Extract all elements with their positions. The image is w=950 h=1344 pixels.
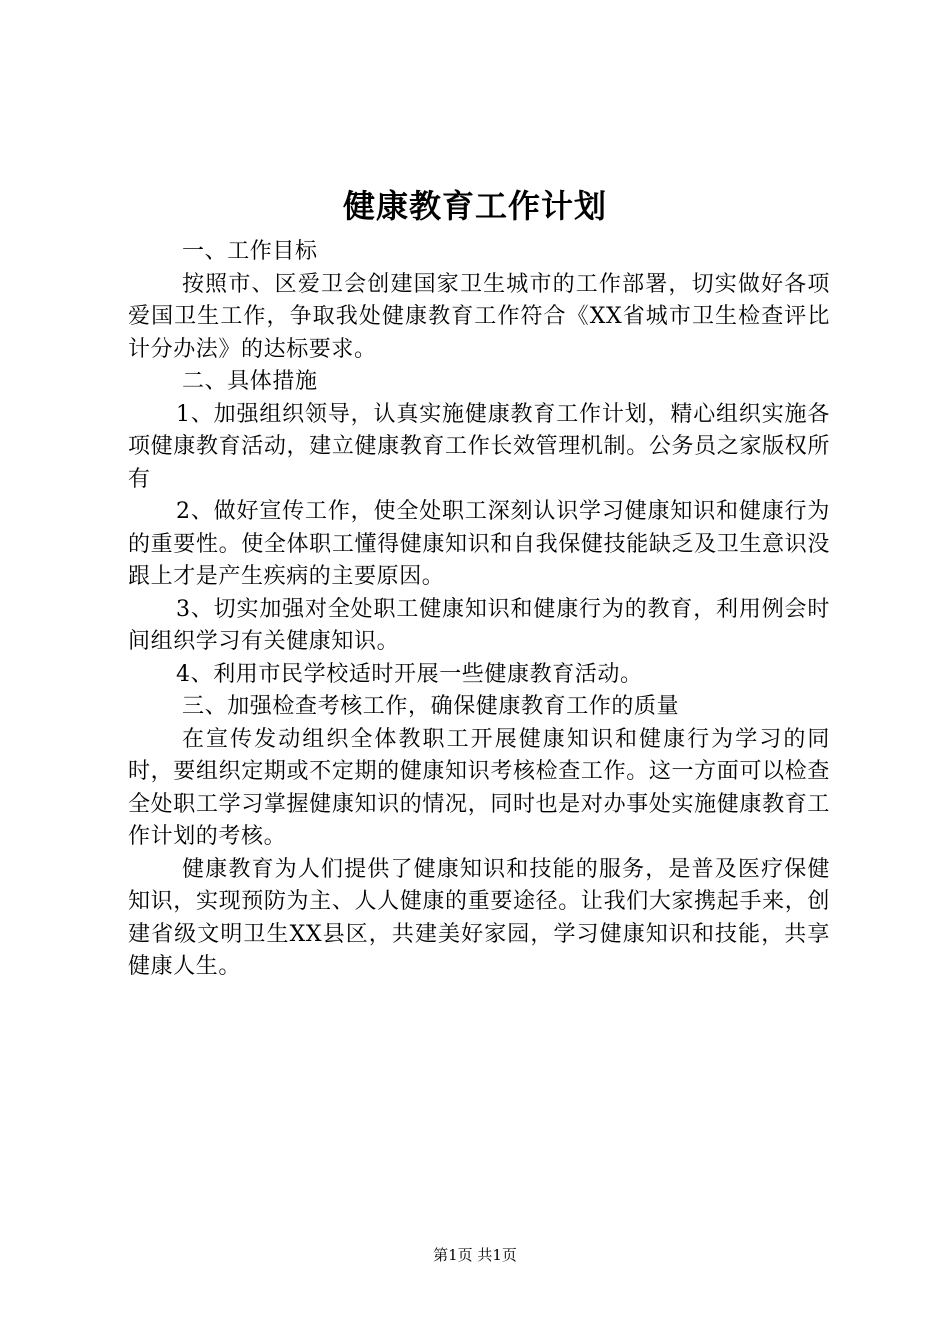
measure-item-3: 3、切实加强对全处职工健康知识和健康行为的教育，利用例会时间组织学习有关健康知识。 bbox=[128, 596, 830, 654]
measure-item-1: 1、加强组织领导，认真实施健康教育工作计划，精心组织实施各项健康教育活动，建立健康教育工作长效管理机制。公务员之家版权所有 bbox=[128, 401, 830, 492]
page-footer: 第1页 共1页 bbox=[433, 1246, 517, 1264]
section-heading-goals: 一、工作目标 bbox=[182, 239, 318, 264]
paragraph-inspection: 在宣传发动组织全体教职工开展健康知识和健康行为学习的同时，要组织定期或不定期的健康知识考核检查工作。这一方面可以检查全处职工学习掌握健康知识的情况，同时也是对办事处实施健康教育工作计划的考核。 bbox=[128, 726, 830, 849]
section-heading-inspection: 三、加强检查考核工作，确保健康教育工作的质量 bbox=[182, 694, 680, 719]
measure-item-4: 4、利用市民学校适时开展一些健康教育活动。 bbox=[176, 661, 643, 687]
paragraph-conclusion: 健康教育为人们提供了健康知识和技能的服务，是普及医疗保健知识，实现预防为主、人人健康的重要途径。让我们大家携起手来，创建省级文明卫生XX县区，共建美好家园，学习健康知识和技能，共享健康人生。 bbox=[128, 856, 830, 979]
paragraph-goals: 按照市、区爱卫会创建国家卫生城市的工作部署，切实做好各项爱国卫生工作，争取我处健康教育工作符合《XX省城市卫生检查评比计分办法》的达标要求。 bbox=[128, 271, 830, 362]
section-heading-measures: 二、具体措施 bbox=[182, 369, 318, 394]
document-title: 健康教育工作计划 bbox=[342, 187, 607, 225]
document-body bbox=[128, 236, 830, 984]
measure-item-2: 2、做好宣传工作，使全处职工深刻认识学习健康知识和健康行为的重要性。使全体职工懂得健康知识和自我保健技能缺乏及卫生意识没跟上才是产生疾病的主要原因。 bbox=[128, 499, 830, 589]
